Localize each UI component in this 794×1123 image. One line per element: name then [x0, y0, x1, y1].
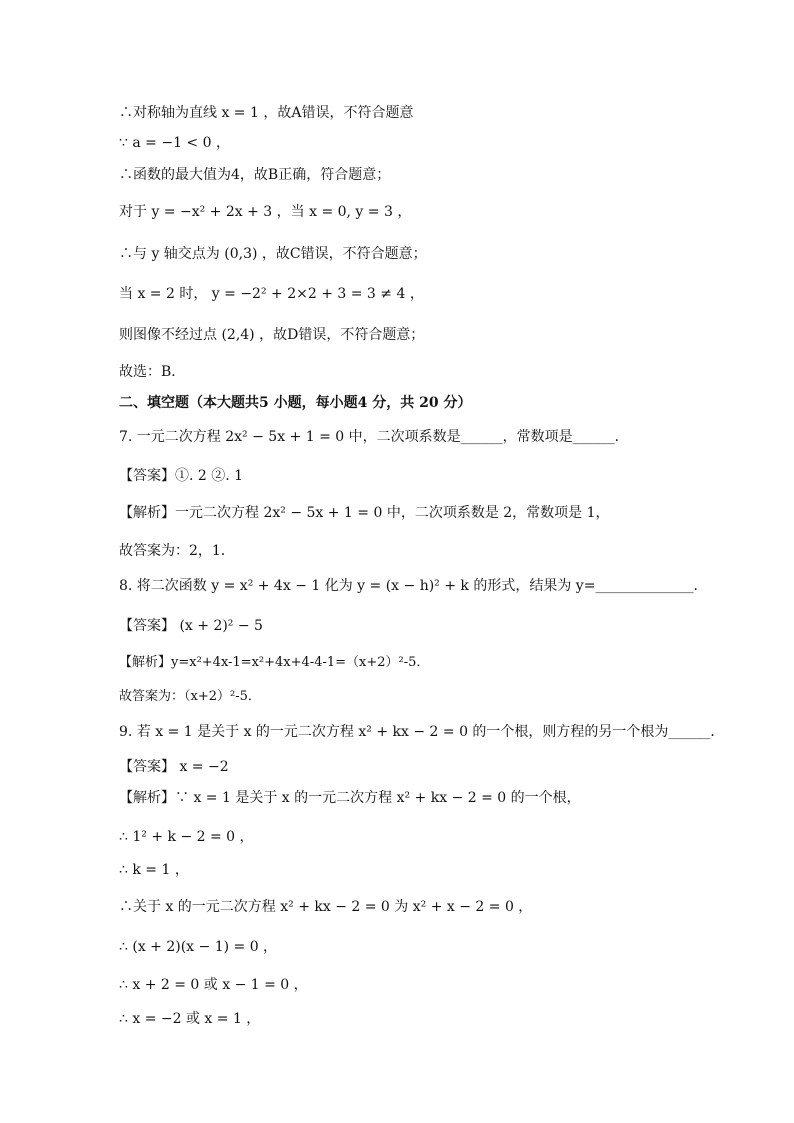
text-line-7: 则图像不经过点 (2,4) ，故D错误，不符合题意； — [119, 327, 425, 343]
text-line-6: 当 x = 2 时， y = −2² + 2×2 + 3 = 3 ≠ 4 ， — [119, 286, 424, 302]
text-line-3: ∴函数的最大值为4，故B正确，符合题意； — [119, 167, 391, 183]
step-9-5: ∴ x + 2 = 0 或 x − 1 = 0 ， — [119, 977, 308, 993]
section-heading: 二、填空题（本大题共5 小题，每小题4 分，共 20 分） — [119, 395, 472, 411]
answer-8: 【答案】 (x + 2)² − 5 — [119, 618, 263, 634]
analysis-9: 【解析】∵ x = 1 是关于 x 的一元二次方程 x² + kx − 2 = 0 的一个根， — [119, 790, 581, 806]
question-7: 7. 一元二次方程 2x² − 5x + 1 = 0 中，二次项系数是______，常数项是______． — [119, 429, 629, 445]
answer-7: 【答案】①. 2 ②. 1 — [119, 468, 244, 484]
step-9-1: ∴ 1² + k − 2 = 0 ， — [119, 829, 254, 845]
analysis-8: 【解析】y=x²+4x-1=x²+4x+4-4-1=（x+2）²-5． — [119, 655, 430, 670]
text-line-5: ∴与 y 轴交点为 (0,3) ，故C错误，不符合题意； — [119, 246, 427, 262]
text-line-1: ∴对称轴为直线 x = 1 ，故A错误，不符合题意 — [119, 105, 414, 121]
step-9-2: ∴ k = 1 ， — [119, 862, 189, 878]
step-9-6: ∴ x = −2 或 x = 1 ， — [119, 1011, 261, 1027]
question-8: 8. 将二次函数 y = x² + 4x − 1 化为 y = (x − h)² + k 的形式，结果为 y=______________． — [119, 578, 708, 594]
step-9-4: ∴ (x + 2)(x − 1) = 0 ， — [119, 939, 278, 955]
conclusion-8: 故答案为：（x+2）²-5． — [119, 689, 261, 704]
question-9: 9. 若 x = 1 是关于 x 的一元二次方程 x² + kx − 2 = 0 的一个根，则方程的另一个根为______． — [119, 724, 725, 740]
text-line-8: 故选：B． — [119, 364, 186, 380]
step-9-3: ∴关于 x 的一元二次方程 x² + kx − 2 = 0 为 x² + x − 2 = 0 ， — [119, 899, 533, 915]
conclusion-7: 故答案为：2，1． — [119, 543, 235, 559]
text-line-2: ∵ a = −1 < 0 ， — [119, 135, 230, 151]
analysis-7: 【解析】一元二次方程 2x² − 5x + 1 = 0 中，二次项系数是 2，常数项是 1， — [119, 505, 610, 521]
text-line-4: 对于 y = −x² + 2x + 3 ，当 x = 0, y = 3 ， — [119, 204, 412, 220]
answer-9: 【答案】 x = −2 — [119, 759, 229, 775]
